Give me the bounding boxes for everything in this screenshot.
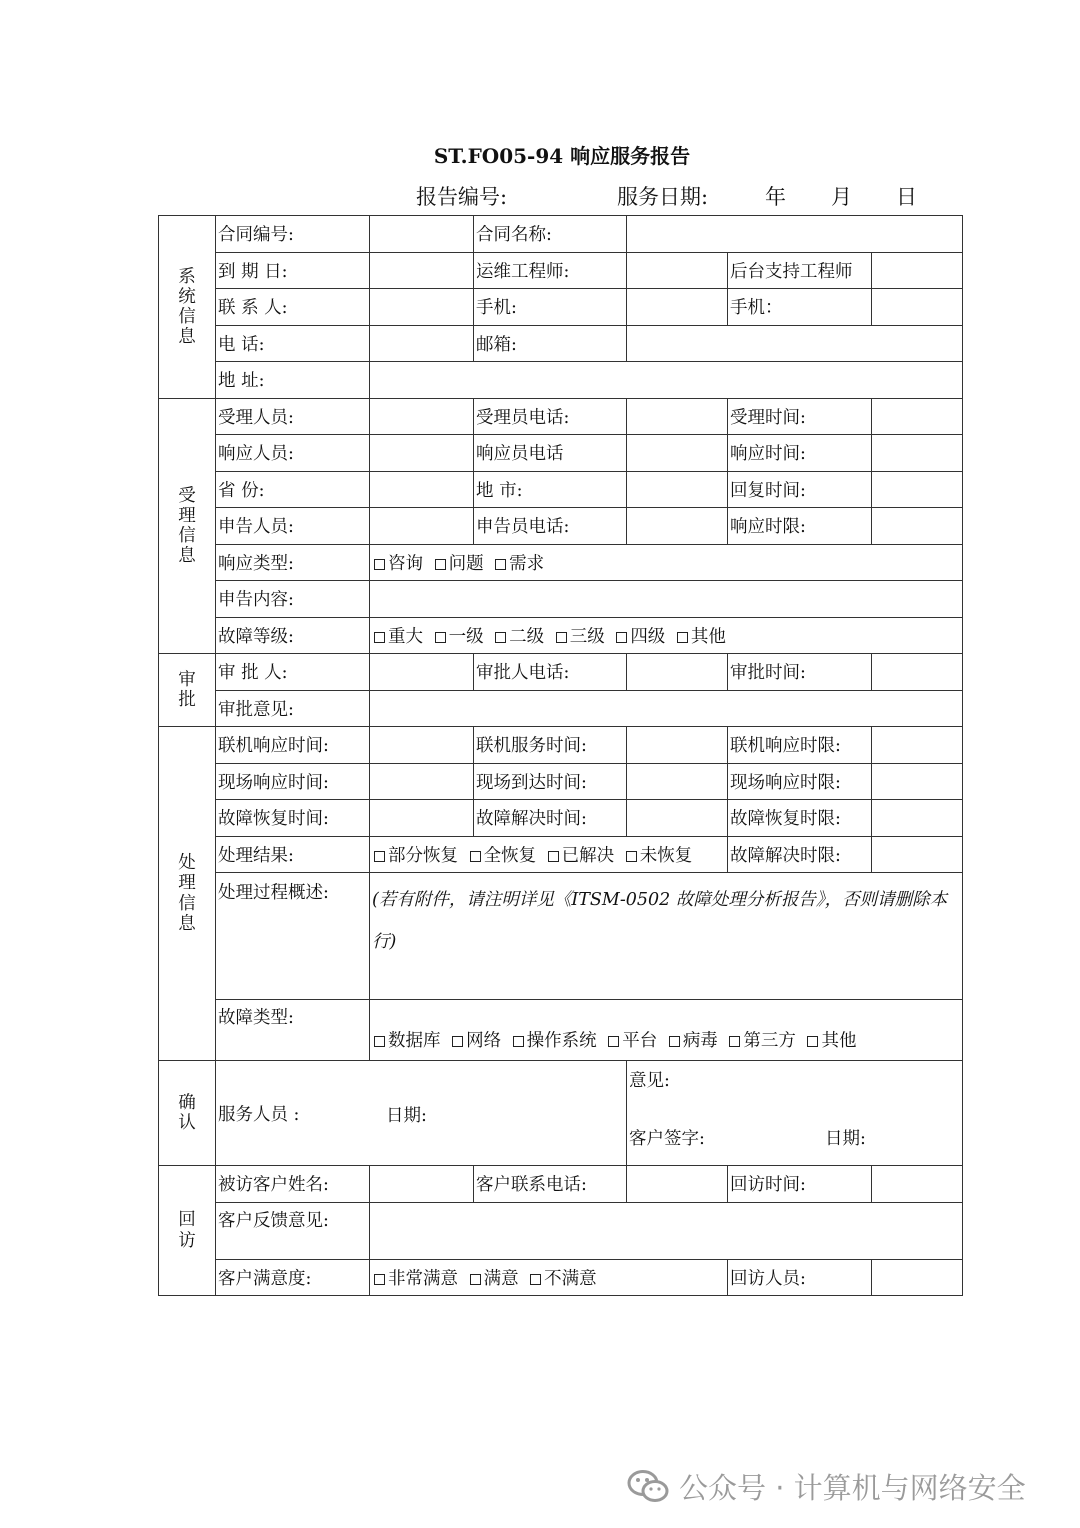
city-label: 地 市:: [474, 471, 627, 508]
checkbox-icon[interactable]: [548, 851, 559, 862]
option-consult[interactable]: 咨询: [372, 554, 423, 574]
checkbox-icon[interactable]: [470, 1274, 481, 1285]
feedback-label: 客户反馈意见:: [216, 1202, 370, 1259]
option-partial-recovery[interactable]: 部分恢复: [372, 846, 458, 866]
receiver-phone-field[interactable]: [627, 398, 728, 435]
option-level3[interactable]: 三级: [554, 627, 605, 647]
contact-field[interactable]: [370, 289, 474, 326]
city-field[interactable]: [627, 471, 728, 508]
fault-resolve-time-label: 故障解决时间:: [474, 800, 627, 837]
result-label: 处理结果:: [216, 836, 370, 873]
approver-field[interactable]: [370, 654, 474, 691]
contract-no-label: 合同编号:: [216, 216, 370, 253]
due-date-field[interactable]: [370, 252, 474, 289]
province-label: 省 份:: [216, 471, 370, 508]
customer-confirm-cell[interactable]: [627, 1061, 963, 1166]
checkbox-icon[interactable]: [677, 632, 688, 643]
revisit-time-label: 回访时间:: [728, 1166, 872, 1203]
fault-level-options: [370, 617, 963, 654]
backend-engineer-label: 后台支持工程师: [728, 252, 872, 289]
option-network[interactable]: 网络: [450, 1031, 501, 1051]
section-acceptance: 受理信息: [159, 398, 216, 654]
option-database[interactable]: 数据库: [372, 1031, 441, 1051]
province-field[interactable]: [370, 471, 474, 508]
checkbox-icon[interactable]: [608, 1036, 619, 1047]
document-title: ST.FO05-94 响应服务报告: [433, 144, 691, 168]
checkbox-icon[interactable]: [374, 632, 385, 643]
due-date-label: 到 期 日:: [216, 252, 370, 289]
receiver-phone-label: 受理员电话:: [474, 398, 627, 435]
option-not-recovered[interactable]: 未恢复: [624, 846, 693, 866]
response-limit-field[interactable]: [872, 508, 963, 545]
onsite-arrival-time-label: 现场到达时间:: [474, 763, 627, 800]
response-type-options: [370, 544, 963, 581]
responder-label: 响应人员:: [216, 435, 370, 472]
checkbox-icon[interactable]: [435, 559, 446, 570]
phone-field[interactable]: [370, 325, 474, 362]
email-field[interactable]: [627, 325, 963, 362]
mobile-label-2: 手机：: [728, 289, 872, 326]
fault-recovery-limit-label: 故障恢复时限:: [728, 800, 872, 837]
option-satisfied[interactable]: 满意: [468, 1269, 519, 1289]
reporter-phone-field[interactable]: [627, 508, 728, 545]
report-content-label: 申告内容:: [216, 581, 370, 618]
onsite-arrival-time-field[interactable]: [627, 763, 728, 800]
ops-engineer-field[interactable]: [627, 252, 728, 289]
service-report-form: [158, 215, 963, 1296]
option-level2[interactable]: 二级: [493, 627, 544, 647]
mobile-field-2[interactable]: [872, 289, 963, 326]
result-options: [370, 836, 728, 873]
approve-time-label: 审批时间:: [728, 654, 872, 691]
checkbox-icon[interactable]: [374, 1274, 385, 1285]
summary-label: 处理过程概述:: [216, 873, 370, 1000]
onsite-response-time-label: 现场响应时间:: [216, 763, 370, 800]
option-third-party[interactable]: 第三方: [727, 1031, 796, 1051]
receive-time-field[interactable]: [872, 398, 963, 435]
checkbox-icon[interactable]: [470, 851, 481, 862]
fault-resolve-limit-label: 故障解决时限:: [728, 836, 872, 873]
revisit-person-field[interactable]: [872, 1259, 963, 1296]
checkbox-icon[interactable]: [495, 559, 506, 570]
online-response-time-field[interactable]: [370, 727, 474, 764]
contract-name-label: 合同名称:: [474, 216, 627, 253]
option-other[interactable]: 其他: [675, 627, 726, 647]
backend-engineer-field[interactable]: [872, 252, 963, 289]
online-service-time-label: 联机服务时间:: [474, 727, 627, 764]
option-level4[interactable]: 四级: [614, 627, 665, 647]
option-major[interactable]: 重大: [372, 627, 423, 647]
address-label: 地 址:: [216, 362, 370, 399]
option-unsatisfied[interactable]: 不满意: [528, 1269, 597, 1289]
customer-phone-label: 客户联系电话:: [474, 1166, 627, 1203]
satisfaction-options: [370, 1259, 728, 1296]
checkbox-icon[interactable]: [669, 1036, 680, 1047]
opinion-label: 意见:: [629, 1071, 670, 1091]
mobile-field-1[interactable]: [627, 289, 728, 326]
checkbox-icon[interactable]: [374, 1036, 385, 1047]
section-confirm: 确认: [159, 1061, 216, 1166]
response-limit-label: 响应时限:: [728, 508, 872, 545]
section-revisit: 回访: [159, 1166, 216, 1296]
onsite-response-time-field[interactable]: [370, 763, 474, 800]
approval-opinion-label: 审批意见:: [216, 690, 370, 727]
feedback-field[interactable]: [370, 1202, 963, 1259]
service-person-cell[interactable]: [216, 1061, 627, 1166]
section-system: 系统信息: [159, 216, 216, 399]
fault-level-label: 故障等级:: [216, 617, 370, 654]
section-processing: 处理信息: [159, 727, 216, 1061]
fault-recovery-limit-field[interactable]: [872, 800, 963, 837]
revisit-person-label: 回访人员:: [728, 1259, 872, 1296]
checkbox-icon[interactable]: [556, 632, 567, 643]
checkbox-icon[interactable]: [513, 1036, 524, 1047]
option-full-recovery[interactable]: 全恢复: [468, 846, 537, 866]
response-time-label: 响应时间:: [728, 435, 872, 472]
option-platform[interactable]: 平台: [606, 1031, 657, 1051]
option-problem[interactable]: 问题: [433, 554, 484, 574]
online-service-time-field[interactable]: [627, 727, 728, 764]
customer-date-label: 日期:: [825, 1129, 866, 1149]
satisfaction-label: 客户满意度:: [216, 1259, 370, 1296]
receiver-label: 受理人员:: [216, 398, 370, 435]
option-virus[interactable]: 病毒: [667, 1031, 718, 1051]
service-date-label: 服务日期:: [617, 185, 709, 209]
contract-name-field[interactable]: [627, 216, 963, 253]
option-other-type[interactable]: 其他: [805, 1031, 856, 1051]
checkbox-icon[interactable]: [626, 851, 637, 862]
approver-label: 审 批 人:: [216, 654, 370, 691]
checkbox-icon[interactable]: [530, 1274, 541, 1285]
onsite-response-limit-label: 现场响应时限:: [728, 763, 872, 800]
checkbox-icon[interactable]: [729, 1036, 740, 1047]
receive-time-label: 受理时间:: [728, 398, 872, 435]
service-person-label: 服务人员 :: [218, 1104, 300, 1125]
reply-time-label: 回复时间:: [728, 471, 872, 508]
fault-type-options: [370, 1000, 963, 1061]
online-response-time-label: 联机响应时间:: [216, 727, 370, 764]
watermark-text: 公众号 · 计算机与网络安全: [679, 1470, 1026, 1505]
responder-field[interactable]: [370, 435, 474, 472]
approve-time-field[interactable]: [872, 654, 963, 691]
responder-phone-field[interactable]: [627, 435, 728, 472]
customer-sign-label: 客户签字:: [629, 1129, 705, 1149]
online-response-limit-field[interactable]: [872, 727, 963, 764]
checkbox-icon[interactable]: [435, 632, 446, 643]
fault-recovery-time-label: 故障恢复时间:: [216, 800, 370, 837]
checkbox-icon[interactable]: [374, 559, 385, 570]
summary-note: (若有附件，请注明详见《ITSM-0502 故障处理分析报告》，否则请删除本行): [372, 890, 948, 952]
online-response-limit-label: 联机响应时限:: [728, 727, 872, 764]
summary-field[interactable]: [370, 873, 963, 1000]
option-resolved[interactable]: 已解决: [546, 846, 615, 866]
response-type-label: 响应类型:: [216, 544, 370, 581]
address-field[interactable]: [370, 362, 963, 399]
fault-resolve-time-field[interactable]: [627, 800, 728, 837]
month-label: 月: [831, 185, 852, 209]
option-demand[interactable]: 需求: [493, 554, 544, 574]
report-no-label: 报告编号:: [416, 185, 508, 209]
fault-resolve-limit-field[interactable]: [872, 836, 963, 873]
responder-phone-label: 响应员电话: [474, 435, 627, 472]
fault-recovery-time-field[interactable]: [370, 800, 474, 837]
fault-type-label: 故障类型:: [216, 1000, 370, 1061]
customer-name-label: 被访客户姓名:: [216, 1166, 370, 1203]
mobile-label-1: 手机:: [474, 289, 627, 326]
reply-time-field[interactable]: [872, 471, 963, 508]
section-approval: 审批: [159, 654, 216, 727]
option-level1[interactable]: 一级: [433, 627, 484, 647]
approval-opinion-field[interactable]: [370, 690, 963, 727]
report-content-field[interactable]: [370, 581, 963, 618]
checkbox-icon[interactable]: [495, 632, 506, 643]
service-date-label: 日期:: [386, 1106, 427, 1126]
year-label: 年: [765, 185, 786, 209]
approver-phone-field[interactable]: [627, 654, 728, 691]
wechat-icon: [627, 1469, 671, 1503]
phone-label: 电 话:: [216, 325, 370, 362]
checkbox-icon[interactable]: [374, 851, 385, 862]
watermark: [627, 1466, 1026, 1506]
customer-name-field[interactable]: [370, 1166, 474, 1203]
checkbox-icon[interactable]: [616, 632, 627, 643]
contract-no-field[interactable]: [370, 216, 474, 253]
response-time-field[interactable]: [872, 435, 963, 472]
revisit-time-field[interactable]: [872, 1166, 963, 1203]
option-os[interactable]: 操作系统: [511, 1031, 597, 1051]
checkbox-icon[interactable]: [452, 1036, 463, 1047]
email-label: 邮箱:: [474, 325, 627, 362]
reporter-field[interactable]: [370, 508, 474, 545]
reporter-label: 申告人员:: [216, 508, 370, 545]
option-very-satisfied[interactable]: 非常满意: [372, 1269, 458, 1289]
receiver-field[interactable]: [370, 398, 474, 435]
customer-phone-field[interactable]: [627, 1166, 728, 1203]
day-label: 日: [896, 185, 917, 209]
reporter-phone-label: 申告员电话:: [474, 508, 627, 545]
contact-label: 联 系 人:: [216, 289, 370, 326]
approver-phone-label: 审批人电话:: [474, 654, 627, 691]
onsite-response-limit-field[interactable]: [872, 763, 963, 800]
checkbox-icon[interactable]: [807, 1036, 818, 1047]
ops-engineer-label: 运维工程师:: [474, 252, 627, 289]
